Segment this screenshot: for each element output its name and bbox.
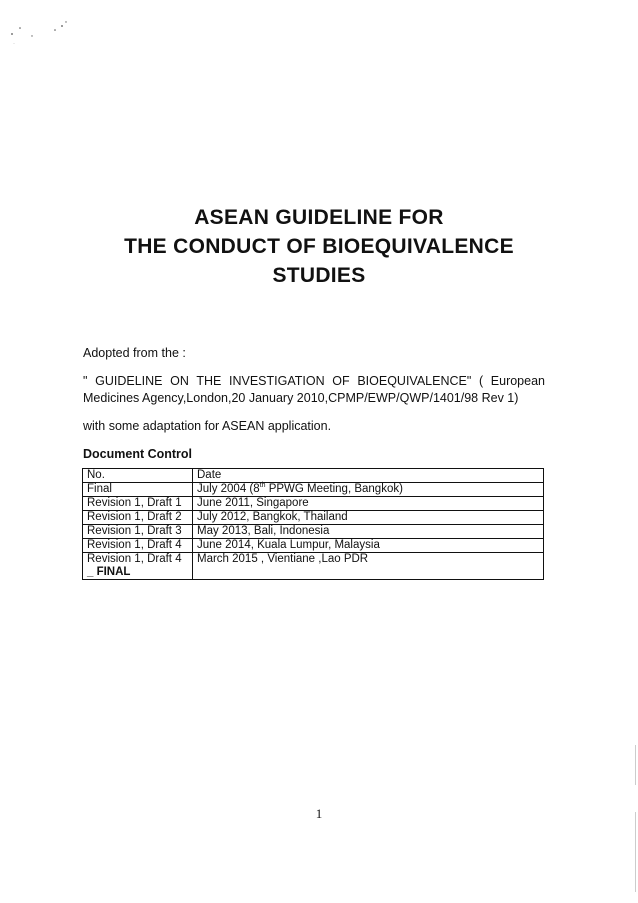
row-date: March 2015 , Vientiane ,Lao PDR <box>193 553 544 580</box>
table-row <box>83 483 544 497</box>
document-control-table <box>82 468 544 580</box>
title-line-1: ASEAN GUIDELINE FOR <box>194 206 444 229</box>
table-row <box>83 511 544 525</box>
row-no: Revision 1, Draft 3 <box>83 525 193 539</box>
scan-specks <box>8 14 88 44</box>
adaptation-note: with some adaptation for ASEAN application. <box>83 419 332 433</box>
title-line-2: THE CONDUCT OF BIOEQUIVALENCE <box>124 235 514 258</box>
row-date: May 2013, Bali, Indonesia <box>193 525 544 539</box>
row-no: Revision 1, Draft 2 <box>83 511 193 525</box>
ordinal-suffix: th <box>259 482 266 490</box>
scan-edge-mark <box>635 745 636 785</box>
header-no: No. <box>83 469 193 483</box>
row-date-text: July 2004 (8 <box>197 483 260 495</box>
header-date: Date <box>193 469 544 483</box>
scan-edge-mark <box>635 812 636 892</box>
row-no: Revision 1, Draft 4 <box>83 539 193 553</box>
adopted-from-label: Adopted from the : <box>83 346 186 360</box>
row-date <box>193 483 544 497</box>
row-no: Revision 1, Draft 1 <box>83 497 193 511</box>
row-no <box>83 553 193 580</box>
row-date: July 2012, Bangkok, Thailand <box>193 511 544 525</box>
final-label: _ FINAL <box>87 566 131 578</box>
source-guideline-citation: " GUIDELINE ON THE INVESTIGATION OF BIOEQUIVALENCE" ( European Medicines Agency,London,20 January 2010,CPMP/EWP/QWP/1401/98 Rev 1) <box>83 374 545 405</box>
table-row <box>83 553 544 580</box>
table-row <box>83 525 544 539</box>
document-title <box>0 203 638 290</box>
table-row <box>83 539 544 553</box>
row-date: June 2011, Singapore <box>193 497 544 511</box>
document-control-heading: Document Control <box>83 447 193 461</box>
table-header-row <box>83 469 544 483</box>
row-no: Final <box>83 483 193 497</box>
page-number: 1 <box>315 806 323 821</box>
title-line-3: STUDIES <box>272 264 366 287</box>
row-no-text: Revision 1, Draft 4 <box>87 553 182 565</box>
table-row <box>83 497 544 511</box>
row-date-text: PPWG Meeting, Bangkok) <box>265 483 403 495</box>
row-date: June 2014, Kuala Lumpur, Malaysia <box>193 539 544 553</box>
